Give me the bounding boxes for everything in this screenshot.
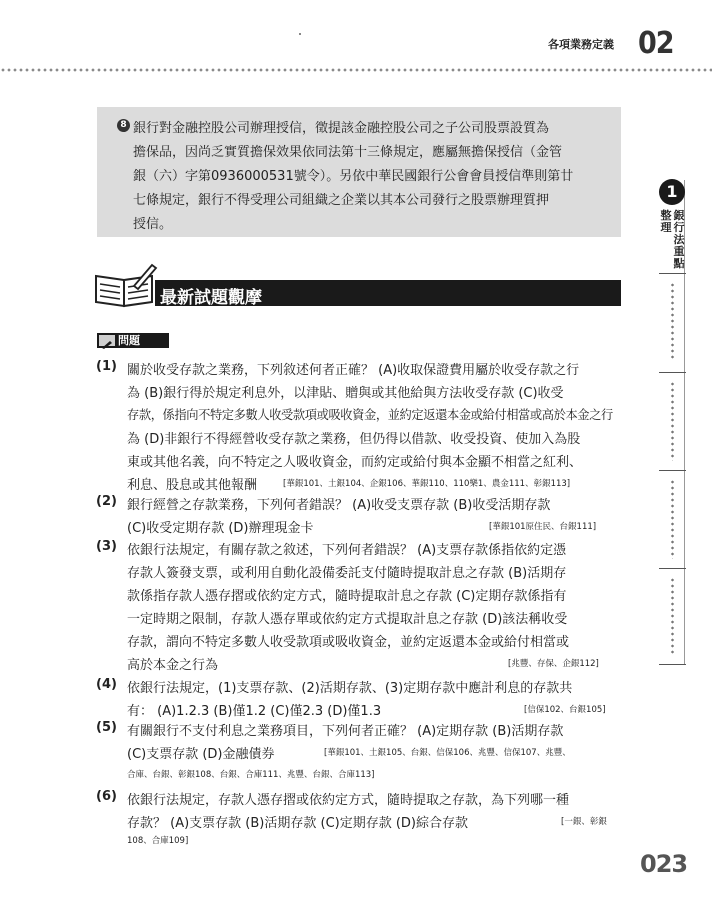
question-source: [華銀101、土銀104、企銀106、華銀110、110樂1、農金111、彰銀113]: [283, 479, 571, 489]
question-source: [信保102、台銀105]: [524, 705, 606, 715]
page-number: 023: [640, 850, 688, 878]
question-line: 依銀行法規定，有關存款之敘述，下列何者錯誤？ (A)支票存款係指依約定憑: [127, 543, 567, 558]
question-line: 關於收受存款之業務，下列敘述何者正確？ (A)收取保證費用屬於收受存款之行: [127, 363, 580, 378]
header-dotted-rule: [0, 68, 712, 72]
open-book-pencil-icon: [94, 262, 158, 312]
question-number: (5): [96, 720, 117, 735]
pencil-icon: [99, 335, 115, 346]
speck: [299, 33, 301, 35]
question-line: 為 (D)非銀行不得經營收受存款之業務，但仍得以借款、收受投資、使加入為股: [127, 432, 581, 447]
section-title: 最新試題觀摩: [160, 288, 262, 308]
note-line: 七條規定，銀行不得受理公司組織之企業以其本公司發行之股票辦理質押: [133, 193, 550, 208]
question-tag-label: 問題: [118, 334, 140, 347]
sidebar-rule: [659, 470, 686, 471]
note-number-badge: 8: [117, 119, 130, 132]
question-source: [華銀101原住民、台銀111]: [489, 522, 597, 532]
question-line: 存款人簽發支票，或利用自動化設備委託支付隨時提取計息之存款 (B)活期存: [127, 566, 567, 581]
question-source: 合庫、台銀、彰銀108、台銀、合庫111、兆豐、台銀、合庫113]: [127, 770, 375, 780]
question-line: 銀行經營之存款業務，下列何者錯誤？ (A)收受支票存款 (B)收受活期存款: [127, 498, 551, 513]
question-number: (6): [96, 789, 117, 804]
question-source: 108、合庫109]: [127, 836, 189, 846]
question-line: 高於本金之行為: [127, 658, 219, 673]
sidebar-rule: [659, 372, 686, 373]
question-number: (3): [96, 539, 117, 554]
question-line: 有： (A)1.2.3 (B)僅1.2 (C)僅2.3 (D)僅1.3: [127, 704, 382, 719]
sidebar-dots: [671, 577, 674, 655]
question-source: [兆豐、存保、企銀112]: [508, 659, 599, 669]
question-line: 存款，謂向不特定多數人收受款項或吸收資金，並約定返還本金或給付相當或: [127, 635, 570, 650]
question-line: 利息、股息或其他報酬: [127, 478, 258, 493]
question-source: [一銀、彰銀: [561, 817, 607, 827]
chapter-number: 02: [638, 26, 674, 61]
question-line: 東或其他名義，向不特定之人吸收資金，而約定或給付與本金顯不相當之紅利、: [127, 455, 583, 470]
question-line: 存款，係指向不特定多數人收受款項或吸收資金，並約定返還本金或給付相當或高於本金之行: [127, 408, 613, 422]
sidebar-label: 整理: [660, 209, 672, 234]
question-line: 依銀行法規定，(1)支票存款、(2)活期存款、(3)定期存款中應計利息的存款共: [127, 681, 573, 696]
question-line: 存款？ (A)支票存款 (B)活期存款 (C)定期存款 (D)綜合存款: [127, 816, 469, 831]
question-line: 為 (B)銀行得於規定利息外，以津貼、贈與或其他給與方法收受存款 (C)收受: [127, 386, 564, 401]
note-line: 授信。: [133, 217, 173, 232]
question-source: [華銀101、土銀105、台銀、信保106、兆豐、信保107、兆豐、: [324, 748, 571, 758]
sidebar-rule: [659, 664, 686, 665]
chapter-circle: 1: [659, 179, 685, 205]
question-line: 款係指存款人憑存摺或依約定方式，隨時提取計息之存款 (C)定期存款係指有: [127, 589, 567, 604]
chapter-title: 各項業務定義: [548, 38, 614, 51]
sidebar-dots: [671, 381, 674, 461]
question-line: 一定時期之限制，存款人憑存單或依約定方式提取計息之存款 (D)該法稱收受: [127, 612, 568, 627]
sidebar-dots: [671, 479, 674, 559]
question-number: (4): [96, 677, 117, 692]
question-number: (1): [96, 359, 117, 374]
note-line: 擔保品，因尚乏實質擔保效果依同法第十三條規定，應屬無擔保授信（金管: [133, 145, 563, 160]
question-line: 有關銀行不支付利息之業務項目，下列何者正確？ (A)定期存款 (B)活期存款: [127, 724, 564, 739]
sidebar-dots: [671, 282, 674, 360]
sidebar-rule: [659, 273, 686, 274]
sidebar-rule: [659, 568, 686, 569]
question-line: (C)收受定期存款 (D)辦理現金卡: [127, 521, 314, 536]
sidebar-label: 銀行法重點: [673, 209, 685, 270]
question-line: (C)支票存款 (D)金融債券: [127, 747, 275, 762]
question-line: 依銀行法規定，存款人憑存摺或依約定方式，隨時提取之存款，為下列哪一種: [127, 793, 570, 808]
note-line: 銀（六）字第0936000531號令）。另依中華民國銀行公會會員授信準則第廿: [133, 169, 574, 184]
note-line: 銀行對金融控股公司辦理授信，徵提該金融控股公司之子公司股票設質為: [133, 121, 550, 136]
question-number: (2): [96, 494, 117, 509]
